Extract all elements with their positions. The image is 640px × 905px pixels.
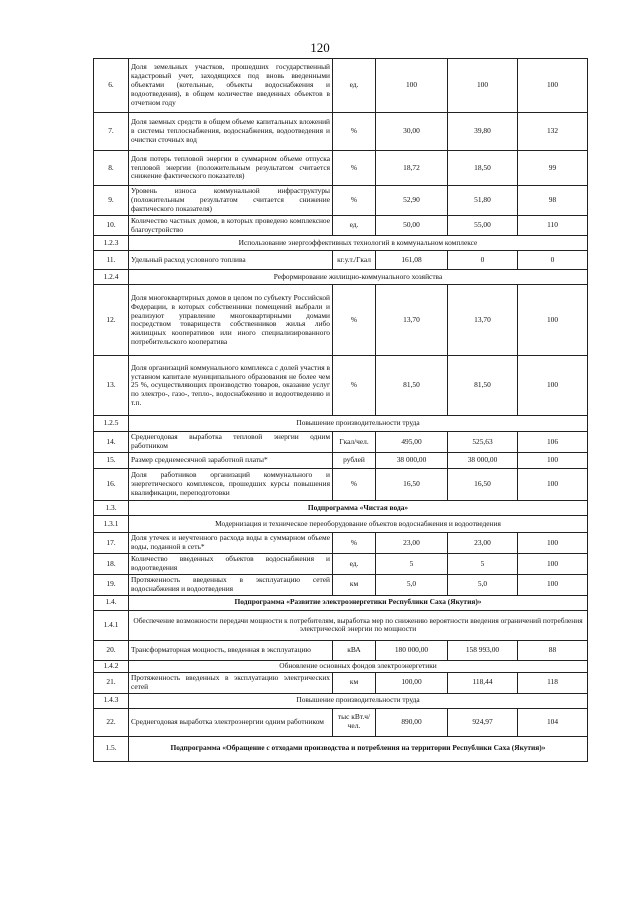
section-row (94, 236, 588, 251)
row-number: 1.3. (94, 501, 129, 516)
value-cell: 100 (518, 356, 588, 416)
row-number: 14. (94, 432, 129, 453)
row-number: 6. (94, 59, 129, 113)
table-row (94, 640, 588, 660)
row-number: 7. (94, 113, 129, 151)
section-row (94, 610, 588, 640)
value-cell: 100 (518, 469, 588, 501)
value-cell: 890,00 (376, 708, 448, 736)
page-number: 120 (310, 40, 330, 55)
value-cell: 52,90 (376, 186, 448, 216)
value-cell: 18,72 (376, 151, 448, 186)
value-cell: 100 (376, 59, 448, 113)
indicator-name: Среднегодовая выработка тепловой энергии одним работником (129, 432, 333, 453)
value-cell: 50,00 (376, 215, 448, 236)
row-number: 1.5. (94, 736, 129, 761)
section-row (94, 595, 588, 610)
unit-cell: рублей (333, 453, 376, 469)
section-row (94, 270, 588, 285)
row-number: 1.3.1 (94, 516, 129, 533)
table-row (94, 151, 588, 186)
indicator-name: Среднегодовая выработка электроэнергии одним работником (129, 708, 333, 736)
unit-cell: кВА (333, 640, 376, 660)
table-row (94, 215, 588, 236)
indicator-name: Доля утечек и неучтенного расхода воды в суммарном объеме воды, поданной в сеть* (129, 533, 333, 554)
value-cell: 51,80 (448, 186, 518, 216)
indicator-name: Доля заемных средств в общем объеме капитальных вложений в системы теплоснабжения, водоснабжения, водоотведения и очистки сточных вод (129, 113, 333, 151)
value-cell: 98 (518, 186, 588, 216)
unit-cell: кг.у.т./Гкал (333, 251, 376, 270)
value-cell: 30,00 (376, 113, 448, 151)
indicator-name: Доля земельных участков, прошедших государственный кадастровый учет, заходящихся под вновь введенными объектами (котельные, объекты водоснабжения и водоотведения), в общем количестве введенных объектов в отчетном году (129, 59, 333, 113)
value-cell: 104 (518, 708, 588, 736)
section-title: Повышение производительности труда (129, 416, 588, 432)
value-cell: 100,00 (376, 672, 448, 693)
table-row (94, 113, 588, 151)
value-cell: 495,00 (376, 432, 448, 453)
value-cell: 110 (518, 215, 588, 236)
unit-cell: км (333, 574, 376, 595)
table-row (94, 432, 588, 453)
unit-cell: ед. (333, 554, 376, 575)
indicator-name: Трансформаторная мощность, введенная в эксплуатацию (129, 640, 333, 660)
section-title: Обновление основных фондов электроэнергетики (129, 660, 588, 672)
unit-cell: ед. (333, 215, 376, 236)
value-cell: 39,80 (448, 113, 518, 151)
table-row (94, 186, 588, 216)
value-cell: 100 (518, 453, 588, 469)
value-cell: 118,44 (448, 672, 518, 693)
indicator-name: Уровень износа коммунальной инфраструктуры (положительным результатом считается снижение фактического показателя) (129, 186, 333, 216)
value-cell: 525,63 (448, 432, 518, 453)
section-title: Подпрограмма «Обращение с отходами производства и потребления на территории Республики Саха (Якутия)» (129, 736, 588, 761)
indicator-name: Доля потерь тепловой энергии в суммарном объеме отпуска тепловой энергии (положительным результатом считается снижение фактического показателя) (129, 151, 333, 186)
row-number: 22. (94, 708, 129, 736)
unit-cell: тыс кВт.ч/чел. (333, 708, 376, 736)
row-number: 11. (94, 251, 129, 270)
value-cell: 5,0 (448, 574, 518, 595)
row-number: 18. (94, 554, 129, 575)
table-row (94, 285, 588, 356)
table-row (94, 574, 588, 595)
unit-cell: % (333, 356, 376, 416)
unit-cell: % (333, 533, 376, 554)
value-cell: 16,50 (448, 469, 518, 501)
section-row (94, 736, 588, 761)
value-cell: 5,0 (376, 574, 448, 595)
unit-cell: % (333, 151, 376, 186)
indicators-table-body (94, 59, 588, 762)
value-cell: 100 (518, 533, 588, 554)
indicator-name: Протяженность введенных в эксплуатацию электрических сетей (129, 672, 333, 693)
table-row (94, 59, 588, 113)
unit-cell: ед. (333, 59, 376, 113)
value-cell: 100 (448, 59, 518, 113)
section-row (94, 516, 588, 533)
row-number: 8. (94, 151, 129, 186)
value-cell: 13,70 (448, 285, 518, 356)
value-cell: 100 (518, 59, 588, 113)
table-row (94, 356, 588, 416)
row-number: 19. (94, 574, 129, 595)
row-number: 15. (94, 453, 129, 469)
section-title: Подпрограмма «Чистая вода» (129, 501, 588, 516)
section-row (94, 660, 588, 672)
value-cell: 5 (376, 554, 448, 575)
row-number: 20. (94, 640, 129, 660)
row-number: 9. (94, 186, 129, 216)
value-cell: 55,00 (448, 215, 518, 236)
row-number: 1.2.4 (94, 270, 129, 285)
section-title: Подпрограмма «Развитие электроэнергетики Республики Саха (Якутия)» (129, 595, 588, 610)
row-number: 10. (94, 215, 129, 236)
section-title: Реформирование жилищно-коммунального хозяйства (129, 270, 588, 285)
indicator-name: Размер среднемесячной заработной платы* (129, 453, 333, 469)
value-cell: 23,00 (376, 533, 448, 554)
section-row (94, 416, 588, 432)
value-cell: 38 000,00 (376, 453, 448, 469)
section-row (94, 693, 588, 708)
table-row (94, 672, 588, 693)
value-cell: 81,50 (448, 356, 518, 416)
value-cell: 118 (518, 672, 588, 693)
value-cell: 5 (448, 554, 518, 575)
row-number: 1.2.3 (94, 236, 129, 251)
value-cell: 0 (518, 251, 588, 270)
row-number: 1.4.3 (94, 693, 129, 708)
table-row (94, 469, 588, 501)
section-title: Использование энергоэффективных технологий в коммунальном комплексе (129, 236, 588, 251)
row-number: 21. (94, 672, 129, 693)
table-row (94, 708, 588, 736)
value-cell: 158 993,00 (448, 640, 518, 660)
value-cell: 0 (448, 251, 518, 270)
row-number: 1.4. (94, 595, 129, 610)
value-cell: 100 (518, 574, 588, 595)
value-cell: 180 000,00 (376, 640, 448, 660)
value-cell: 99 (518, 151, 588, 186)
indicator-name: Доля организаций коммунального комплекса с долей участия в уставном капитале муниципального образования не более чем 25 %, осуществляющих производство товаров, оказание услуг по электро-, газо-, тепло-, водоснабжению и водоотведению и т.п. (129, 356, 333, 416)
row-number: 13. (94, 356, 129, 416)
unit-cell: % (333, 469, 376, 501)
value-cell: 23,00 (448, 533, 518, 554)
section-title: Обеспечение возможности передачи мощности к потребителям, выработка мер по снижению вероятности введения ограничений потребления электрической энергии по мощности (129, 610, 588, 640)
section-title: Повышение производительности труда (129, 693, 588, 708)
value-cell: 13,70 (376, 285, 448, 356)
indicators-table (93, 58, 588, 762)
indicator-name: Количество введенных объектов водоснабжения и водоотведения (129, 554, 333, 575)
value-cell: 16,50 (376, 469, 448, 501)
table-row (94, 453, 588, 469)
row-number: 1.4.2 (94, 660, 129, 672)
row-number: 17. (94, 533, 129, 554)
value-cell: 924,97 (448, 708, 518, 736)
value-cell: 106 (518, 432, 588, 453)
value-cell: 81,50 (376, 356, 448, 416)
row-number: 12. (94, 285, 129, 356)
section-row (94, 501, 588, 516)
value-cell: 161,08 (376, 251, 448, 270)
row-number: 1.4.1 (94, 610, 129, 640)
value-cell: 100 (518, 554, 588, 575)
unit-cell: Гкал/чел. (333, 432, 376, 453)
indicator-name: Протяженность введенных в эксплуатацию сетей водоснабжения и водоотведения (129, 574, 333, 595)
value-cell: 132 (518, 113, 588, 151)
row-number: 16. (94, 469, 129, 501)
unit-cell: % (333, 285, 376, 356)
unit-cell: км (333, 672, 376, 693)
indicator-name: Доля многоквартирных домов в целом по субъекту Российской Федерации, в которых собственники помещений выбрали и реализуют управление многоквартирными домами посредством товариществ собственников жилья либо жилищных кооперативов или иного специализированного потребительского кооператива (129, 285, 333, 356)
value-cell: 18,50 (448, 151, 518, 186)
indicator-name: Удельный расход условного топлива (129, 251, 333, 270)
value-cell: 38 000,00 (448, 453, 518, 469)
indicator-name: Доля работников организаций коммунального и энергетического комплексов, прошедших курсы повышения квалификации, переподготовки (129, 469, 333, 501)
table-row (94, 533, 588, 554)
row-number: 1.2.5 (94, 416, 129, 432)
unit-cell: % (333, 186, 376, 216)
table-row (94, 251, 588, 270)
table-row (94, 554, 588, 575)
section-title: Модернизация и техническое переоборудование объектов водоснабжения и водоотведения (129, 516, 588, 533)
indicator-name: Количество частных домов, в которых проведено комплексное благоустройство (129, 215, 333, 236)
value-cell: 100 (518, 285, 588, 356)
value-cell: 88 (518, 640, 588, 660)
unit-cell: % (333, 113, 376, 151)
